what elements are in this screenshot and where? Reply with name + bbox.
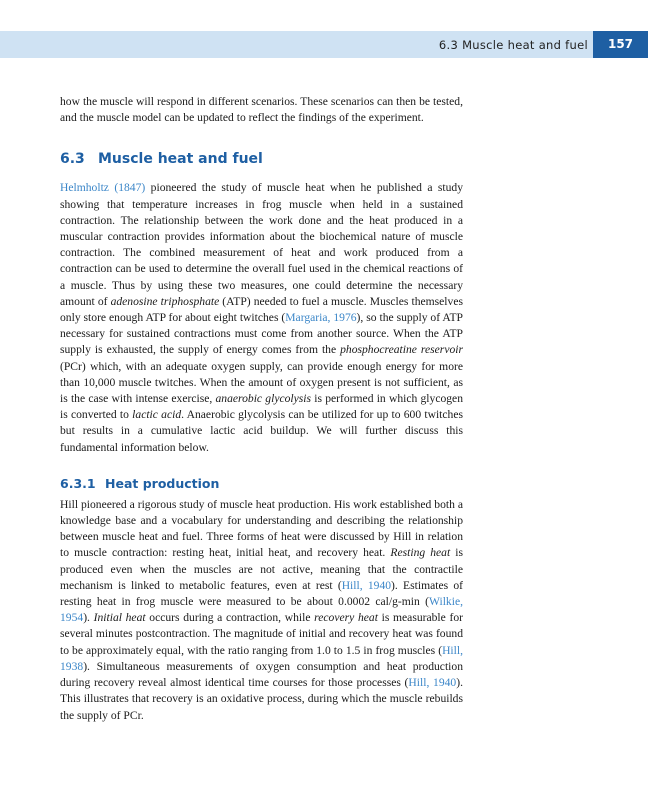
citation-link[interactable]: Hill, 1940 [408, 676, 457, 690]
citation-link[interactable]: Hill, 1940 [341, 578, 392, 592]
term: recovery heat [314, 611, 378, 625]
subsection-number: 6.3.1 [60, 475, 96, 491]
section-paragraph: Helmholtz (1847) pioneered the study of muscle heat when he published a study showing that temperature increases in frog muscle when held in a sustained contraction. The relationship between the work done and the heat produced in a muscular contraction provides information about the biochemical nature of muscle contraction. The combined measurement of heat and work produced from a contraction can be used to determine the overall fuel used in the chemical reactions of a muscle. Thus by using these two measures, one could determine the necessary amount of adenosine triphosphate (ATP) needed to fuel a muscle. Muscles themselves only store enough ATP for about eight twitches (Margaria, 1976), so the supply of ATP necessary for sustained contractions must come from another source. When the ATP supply is exhausted, the supply of energy comes from the phosphocreatine reservoir (PCr) which, with an adequate oxygen supply, can provide enough energy for more than 10,000 muscle twitches. When the amount of oxygen present is not sufficient, as is the case with intense exercise, anaerobic glycolysis is performed in which glycogen is converted to lactic acid. Anaerobic glycolysis can be utilized for up to 600 twitches but results in a cumulative lactic acid buildup. We will further discuss this fundamental information below. [60, 181, 464, 454]
subsection-title: Heat production [105, 475, 220, 491]
page-body [60, 94, 463, 724]
term: lactic acid [132, 408, 182, 422]
term: adenosine triphosphate [110, 294, 220, 308]
term: Initial heat [93, 611, 146, 625]
citation-link[interactable]: Margaria, 1976 [285, 311, 357, 325]
intro-paragraph: how the muscle will respond in different scenarios. These scenarios can then be tested, and the muscle model can be updated to reflect the findings of the experiment. [60, 95, 463, 125]
section-title: Muscle heat and fuel [98, 151, 263, 168]
citation-link[interactable]: Hill, 1938 [60, 643, 463, 673]
term: phosphocreatine reservoir [340, 343, 463, 357]
subsection-heading [60, 476, 463, 492]
subsection-paragraph: Hill pioneered a rigorous study of muscle heat production. His work established both a knowledge base and a vocabulary for understanding and describing the relationship between muscle heat and fuel. Three forms of heat were discussed by Hill in relation to muscle contraction: resting heat, initial heat, and recovery heat. Resting heat is produced even when the muscles are not active, meaning that the contractile mechanism is linked to metabolic features, even at rest (Hill, 1940). Estimates of resting heat in frog muscle were measured to be about 0.0002 cal/g-min (Wilkie, 1954). Initial heat occurs during a contraction, while recovery heat is measurable for several minutes postcontraction. The magnitude of initial and recovery heat was found to be approximately equal, with the ratio ranging from 1.0 to 1.5 in frog muscles (Hill, 1938). Simultaneous measurements of oxygen consumption and heat production during recovery reveal almost identical time courses for those processes (Hill, 1940). This illustrates that recovery is an oxidative process, during which the muscle rebuilds the supply of PCr. [60, 497, 463, 722]
page-number: 157 [593, 31, 648, 58]
citation-link[interactable]: Wilkie, 1954 [60, 595, 463, 625]
term: Resting heat [390, 546, 451, 560]
running-header-title: 6.3 Muscle heat and fuel [438, 38, 588, 52]
section-heading [60, 151, 463, 168]
term: anaerobic glycolysis [215, 392, 312, 406]
section-number: 6.3 [60, 151, 85, 168]
citation-link[interactable]: Helmholtz (1847) [60, 181, 146, 195]
